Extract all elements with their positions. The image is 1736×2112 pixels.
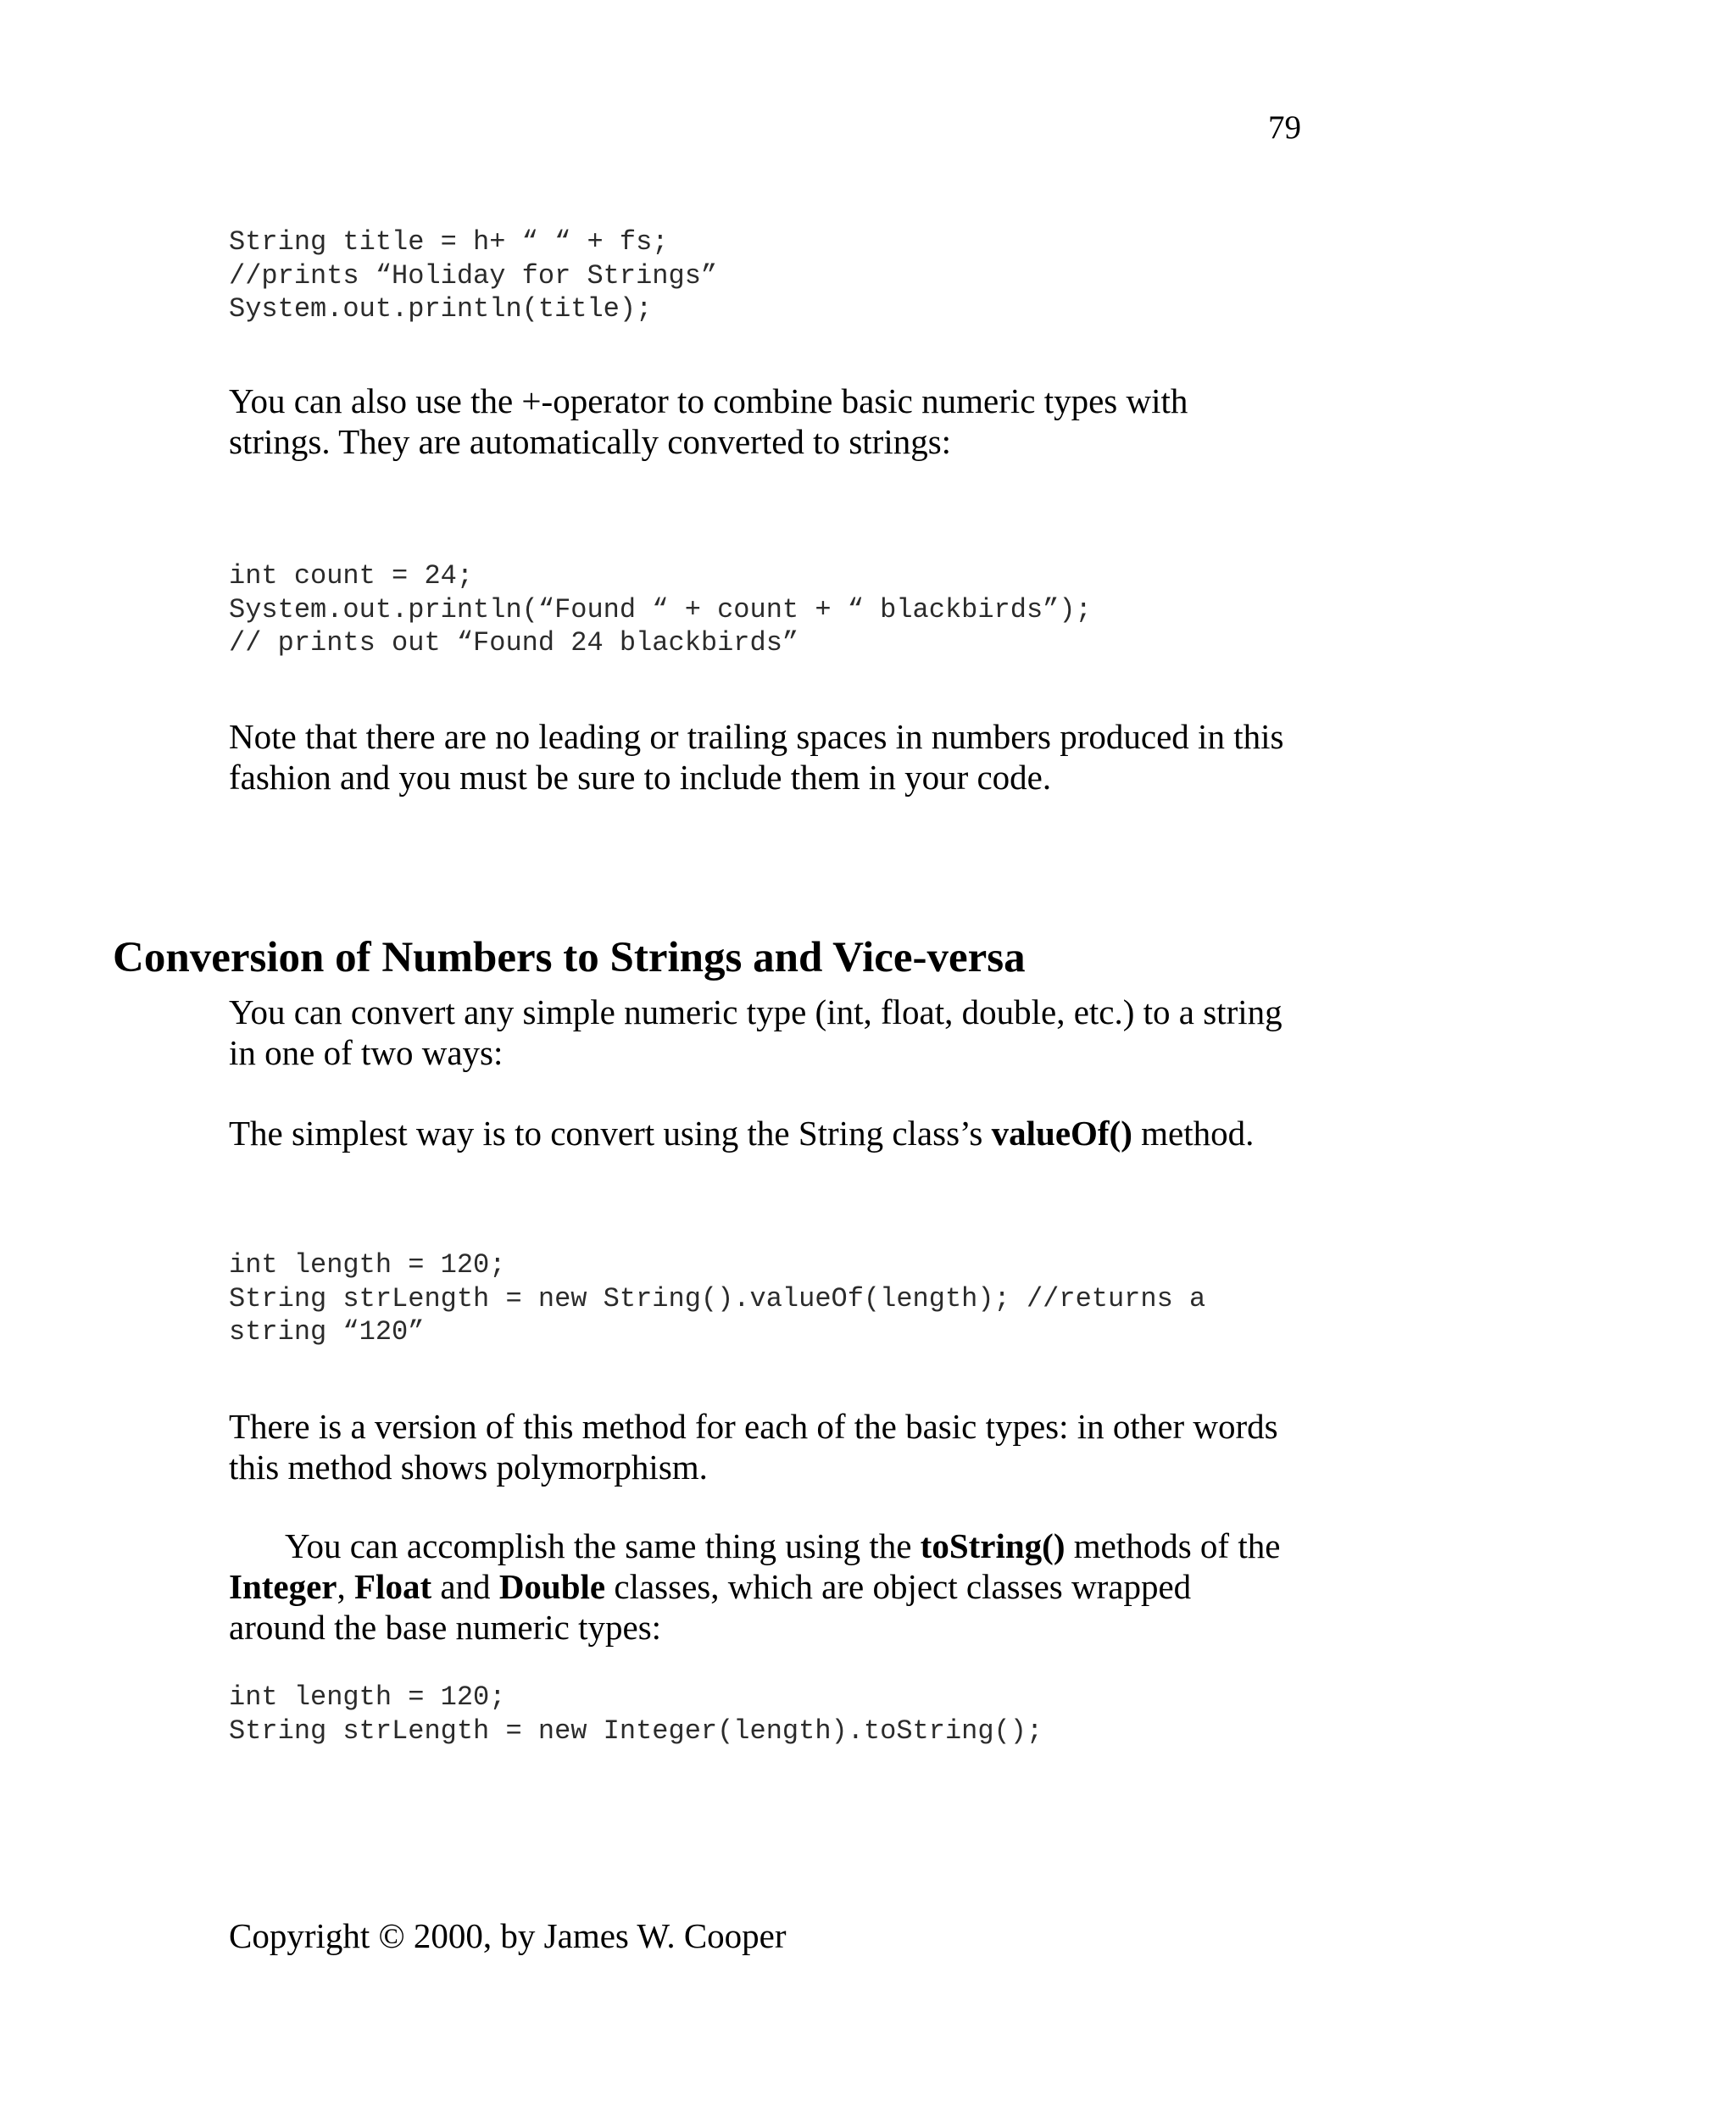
method-name-tostring: toString() bbox=[920, 1526, 1066, 1565]
paragraph-line: around the base numeric types: bbox=[229, 1608, 662, 1647]
code-line: int length = 120; bbox=[229, 1249, 506, 1281]
code-line: // prints out “Found 24 blackbirds” bbox=[229, 627, 799, 659]
code-line: System.out.println(title); bbox=[229, 293, 653, 325]
code-line: String strLength = new Integer(length).toString(); bbox=[229, 1715, 1043, 1747]
code-line: int length = 120; bbox=[229, 1681, 506, 1713]
section-heading: Conversion of Numbers to Strings and Vice-versa bbox=[113, 934, 1026, 981]
method-name-valueof: valueOf() bbox=[991, 1114, 1132, 1153]
class-name-float: Float bbox=[354, 1567, 432, 1606]
text-span: You can accomplish the same thing using the bbox=[285, 1526, 921, 1565]
code-line: String title = h+ “ “ + fs; bbox=[229, 226, 669, 258]
code-block-valueof bbox=[229, 1248, 1205, 1349]
code-line: //prints “Holiday for Strings” bbox=[229, 259, 718, 292]
paragraph-valueof bbox=[229, 1113, 1331, 1153]
paragraph-tostring bbox=[229, 1526, 1331, 1648]
paragraph-plus-operator: You can also use the +-operator to combine basic numeric types with strings. They are automatically converted to strings: bbox=[229, 381, 1188, 461]
copyright-footer: Copyright © 2000, by James W. Cooper bbox=[229, 1916, 787, 1955]
paragraph-leading-spaces-note: Note that there are no leading or trailing spaces in numbers produced in this fashion and you must be sure to include them in your code. bbox=[229, 717, 1284, 797]
code-line: String strLength = new String().valueOf(length); //returns a bbox=[229, 1282, 1206, 1314]
class-name-double: Double bbox=[498, 1567, 606, 1606]
code-block-string-concat bbox=[229, 225, 717, 326]
text-span: , bbox=[337, 1567, 355, 1606]
text-span: methods of the bbox=[1065, 1526, 1281, 1565]
text-span: method. bbox=[1132, 1114, 1255, 1153]
paragraph-line bbox=[229, 1566, 1331, 1607]
paragraph-conversion-intro: You can convert any simple numeric type (int, float, double, etc.) to a string in one of two ways: bbox=[229, 992, 1283, 1072]
code-line: int count = 24; bbox=[229, 560, 474, 592]
page-number: 79 bbox=[1268, 109, 1301, 146]
text-span: and bbox=[431, 1567, 499, 1606]
code-line: string “120” bbox=[229, 1316, 425, 1348]
code-block-tostring bbox=[229, 1681, 1043, 1748]
paragraph-line bbox=[229, 1526, 1331, 1566]
class-name-integer: Integer bbox=[229, 1567, 337, 1606]
code-block-blackbirds bbox=[229, 559, 1092, 660]
text-span: classes, which are object classes wrapped bbox=[605, 1567, 1192, 1606]
paragraph-polymorphism: There is a version of this method for each of the basic types: in other words this method shows polymorphism. bbox=[229, 1407, 1278, 1487]
code-line: System.out.println(“Found “ + count + “ blackbirds”); bbox=[229, 593, 1092, 625]
text-span: The simplest way is to convert using the String class’s bbox=[229, 1114, 992, 1153]
